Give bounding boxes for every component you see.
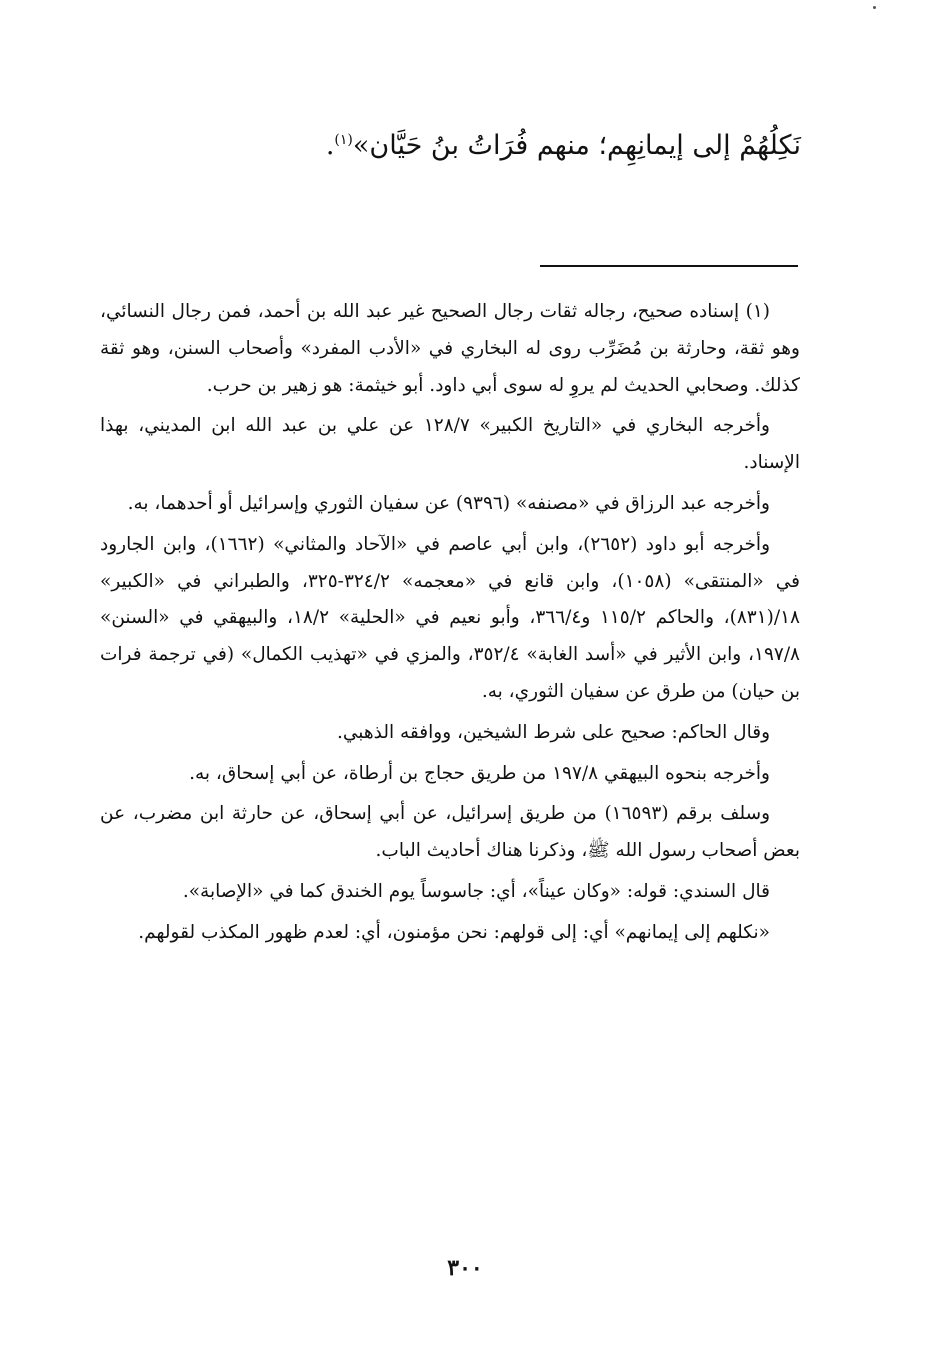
footnote-separator [540,265,798,267]
footnote-paragraph: وسلف برقم (١٦٥٩٣) من طريق إسرائيل، عن أبي إسحاق، عن حارثة ابن مضرب، عن بعض أصحاب رسول الله ﷺ، وذكرنا هناك أحاديث الباب. [100,803,800,862]
footnote-paragraph: وأخرجه عبد الرزاق في «مصنفه» (٩٣٩٦) عن سفيان الثوري وإسرائيل أو أحدهما، به. [127,492,770,514]
footnote-paragraph: وأخرجه بنحوه البيهقي ١٩٧/٨ من طريق حجاج بن أرطاة، عن أبي إسحاق، به. [189,762,770,784]
footnote-paragraph: (١) إسناده صحيح، رجاله ثقات رجال الصحيح غير عبد الله بن أحمد، فمن رجال النسائي، وهو ثقة، وحارثة بن مُضَرِّب روى له البخاري في «الأدب المفرد» وأصحاب السنن، وهو ثقة كذلك. وصحابي الحديث لم يروِ له سوى أبي داود. أبو خيثمة: هو زهير بن حرب. [100,301,800,396]
footnote-paragraph: «نكلهم إلى إيمانهم» أي: إلى قولهم: نحن مؤمنون، أي: لعدم ظهور المكذب لقولهم. [138,921,770,943]
scan-mark [873,6,876,9]
main-text-end: . [325,130,335,161]
footnote-paragraph: وأخرجه البخاري في «التاريخ الكبير» ١٢٨/٧ عن علي بن عبد الله ابن المديني، بهذا الإسناد. [100,415,800,474]
footnotes [100,294,800,956]
footnote-paragraph: وأخرجه أبو داود (٢٦٥٢)، وابن أبي عاصم في «الآحاد والمثاني» (١٦٦٢)، وابن الجارود في «المنتقى» (١٠٥٨)، وابن قانع في «معجمه» ٣٢٤/٢-٣٢٥، والطبراني في «الكبير» ١٨/(٨٣١)، والحاكم ١١٥/٢ و٣٦٦/٤، وأبو نعيم في «الحلية» ١٨/٢، والبيهقي في «السنن» ١٩٧/٨، وابن الأثير في «أسد الغابة» ٣٥٢/٤، والمزي في «تهذيب الكمال» (في ترجمة فرات بن حيان) من طرق عن سفيان الثوري، به. [100,533,800,702]
footnote-paragraph: وقال الحاكم: صحيح على شرط الشيخين، ووافقه الذهبي. [337,721,770,743]
main-text: نَكِلُهُمْ إلى إيمانِهِم؛ منهم فُرَاتُ بنُ حَيَّان» [352,130,801,161]
page-number: ٣٠٠ [447,1255,483,1281]
footnote-reference: (١) [334,132,353,148]
main-text-line [121,118,801,168]
footnote-paragraph: قال السندي: قوله: «وكان عيناً»، أي: جاسوساً يوم الخندق كما في «الإصابة». [182,880,770,902]
